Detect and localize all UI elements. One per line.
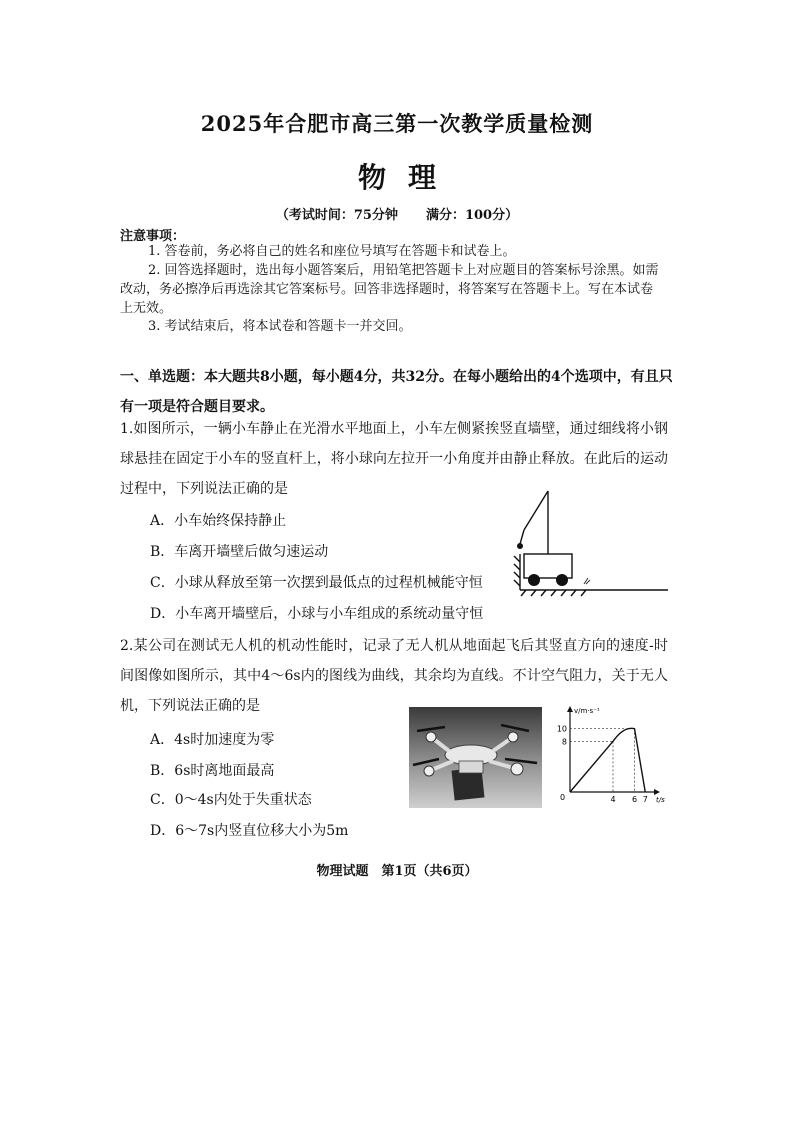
graph-axes (567, 706, 660, 795)
note-item-2: 2. 回答选择题时，选出每小题答案后，用铅笔把答题卡上对应题目的答案标号涂黑。如需改动，务必擦净后再选涂其它答案标号。回答非选择题时，将答案写在答题卡上。写在本试卷上无效。 (120, 263, 659, 316)
subject-title: 物理 (357, 161, 458, 194)
graph-origin: 0 (560, 793, 566, 802)
exam-score: 满分：100分） (425, 208, 519, 223)
velocity-time-graph (552, 704, 672, 808)
graph-xlabel: t/s (656, 796, 665, 804)
graph-ylabel: v/m·s⁻¹ (574, 707, 600, 715)
question-2-stem: 2.某公司在测试无人机的机动性能时，记录了无人机从地面起飞后其竖直方向的速度-时间图像如图所示，其中4～6s内的图线为曲线，其余均为直线。不计空气阻力，关于无人机，下列说法正确的是 (120, 638, 668, 714)
exam-info (0, 204, 794, 223)
note-item-3: 3. 考试结束后，将本试卷和答题卡一并交回。 (148, 319, 412, 334)
graph-xtick-4: 4 (610, 795, 616, 804)
question-1-option-b: B．车离开墙壁后做匀速运动 (150, 544, 329, 560)
graph-guide-lines (570, 729, 635, 792)
graph-xtick-6: 6 (631, 795, 638, 804)
page-footer: 物理试题 第1页（共6页） (316, 864, 478, 879)
question-1-option-d: D．小车离开墙壁后，小球与小车组成的系统动量守恒 (150, 606, 484, 622)
graph-series-line (570, 728, 645, 792)
question-1-option-c: C．小球从释放至第一次摆到最低点的过程机械能守恒 (150, 575, 483, 591)
notes-heading: 注意事项： (120, 229, 186, 244)
graph-ytick-8: 8 (561, 737, 567, 747)
question-2-option-c: C．0～4s内处于失重状态 (150, 792, 312, 808)
note-item-1: 1. 答卷前，务必将自己的姓名和座位号填写在答题卡和试卷上。 (148, 244, 516, 259)
section-heading: 一、单选题：本大题共8小题，每小题4分，共32分。在每小题给出的4个选项中，有且只有一项是符合题目要求。 (120, 369, 673, 415)
graph-xtick-7: 7 (642, 795, 648, 804)
drone-photo (409, 707, 542, 808)
exam-title: 2025年合肥市高三第一次教学质量检测 (200, 111, 594, 136)
question-2-option-d: D．6～7s内竖直位移大小为5m (150, 823, 349, 839)
exam-time: （考试时间：75分钟 (275, 208, 398, 223)
question-2-option-b: B．6s时离地面最高 (150, 763, 275, 779)
question-1-option-a: A．小车始终保持静止 (150, 513, 287, 529)
question-2-option-a: A．4s时加速度为零 (150, 732, 275, 748)
cart-pendulum-figure (512, 488, 672, 598)
graph-ytick-10: 10 (556, 724, 567, 734)
question-1-stem: 1.如图所示，一辆小车静止在光滑水平地面上，小车左侧紧挨竖直墙壁，通过细线将小钢球悬挂在固定于小车的竖直杆上，将小球向左拉开一小角度并由静止释放。在此后的运动过程中，下列说法正确的是 (120, 421, 668, 497)
